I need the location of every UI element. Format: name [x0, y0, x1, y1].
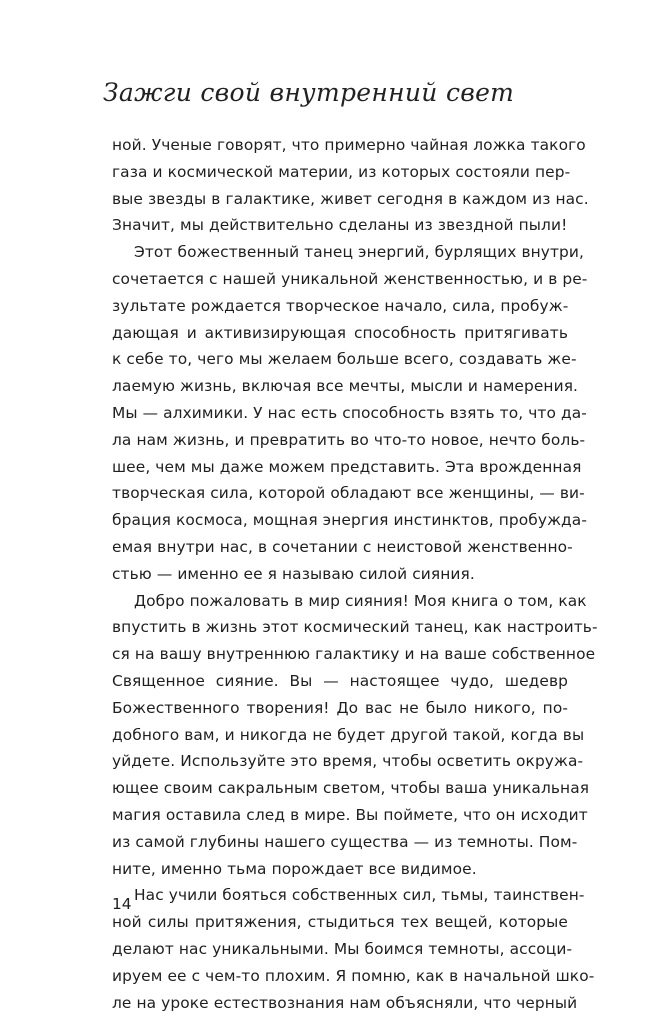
text-line: творческая сила, которой обладают все женщины, — ви-: [112, 480, 568, 507]
text-line: Мы — алхимики. У нас есть способность взять то, что да-: [112, 400, 568, 427]
text-line: Значит, мы действительно сделаны из звездной пыли!: [112, 212, 568, 239]
text-line: стью — именно ее я называю силой сияния.: [112, 561, 568, 588]
running-title: Зажги свой внутренний свет: [103, 78, 514, 107]
text-line: ните, именно тьма порождает все видимое.: [112, 856, 568, 883]
text-line: ируем ее с чем-то плохим. Я помню, как в начальной шко-: [112, 963, 568, 990]
text-line: лаемую жизнь, включая все мечты, мысли и намерения.: [112, 373, 568, 400]
text-line: емая внутри нас, в сочетании с неистовой женственно-: [112, 534, 568, 561]
body-text: [112, 132, 568, 1016]
text-line: брация космоса, мощная энергия инстинктов, пробужда-: [112, 507, 568, 534]
text-line: делают нас уникальными. Мы боимся темноты, ассоци-: [112, 936, 568, 963]
text-line: ной. Ученые говорят, что примерно чайная ложка такого: [112, 132, 568, 159]
text-line: магия оставила след в мире. Вы поймете, что он исходит: [112, 802, 568, 829]
page-number: 14: [112, 895, 132, 913]
text-line: добного вам, и никогда не будет другой такой, когда вы: [112, 722, 568, 749]
text-line: из самой глубины нашего существа — из темноты. Пом-: [112, 829, 568, 856]
text-line: ся на вашу внутреннюю галактику и на ваше собственное: [112, 641, 568, 668]
text-line: ла нам жизнь, и превратить во что-то новое, нечто боль-: [112, 427, 568, 454]
text-line: вые звезды в галактике, живет сегодня в каждом из нас.: [112, 186, 568, 213]
text-line: Этот божественный танец энергий, бурлящих внутри,: [112, 239, 568, 266]
text-line: уйдете. Используйте это время, чтобы осветить окружа-: [112, 748, 568, 775]
text-line: к себе то, чего мы желаем больше всего, создавать же-: [112, 346, 568, 373]
text-line: газа и космической материи, из которых состояли пер-: [112, 159, 568, 186]
text-line: ющее своим сакральным светом, чтобы ваша уникальная: [112, 775, 568, 802]
text-line: Божественного творения! До вас не было никого, по-: [112, 695, 568, 722]
text-line: Священное сияние. Вы — настоящее чудо, шедевр: [112, 668, 568, 695]
text-line: сочетается с нашей уникальной женственностью, и в ре-: [112, 266, 568, 293]
text-line: зультате рождается творческое начало, сила, пробуж-: [112, 293, 568, 320]
text-line: ной силы притяжения, стыдиться тех вещей, которые: [112, 909, 568, 936]
text-line: Добро пожаловать в мир сияния! Моя книга о том, как: [112, 588, 568, 615]
text-line: Нас учили бояться собственных сил, тьмы, таинствен-: [112, 882, 568, 909]
text-line: дающая и активизирующая способность притягивать: [112, 320, 568, 347]
text-line: ле на уроке естествознания нам объясняли, что черный: [112, 990, 568, 1016]
text-line: шее, чем мы даже можем представить. Эта врожденная: [112, 454, 568, 481]
text-line: впустить в жизнь этот космический танец, как настроить-: [112, 614, 568, 641]
